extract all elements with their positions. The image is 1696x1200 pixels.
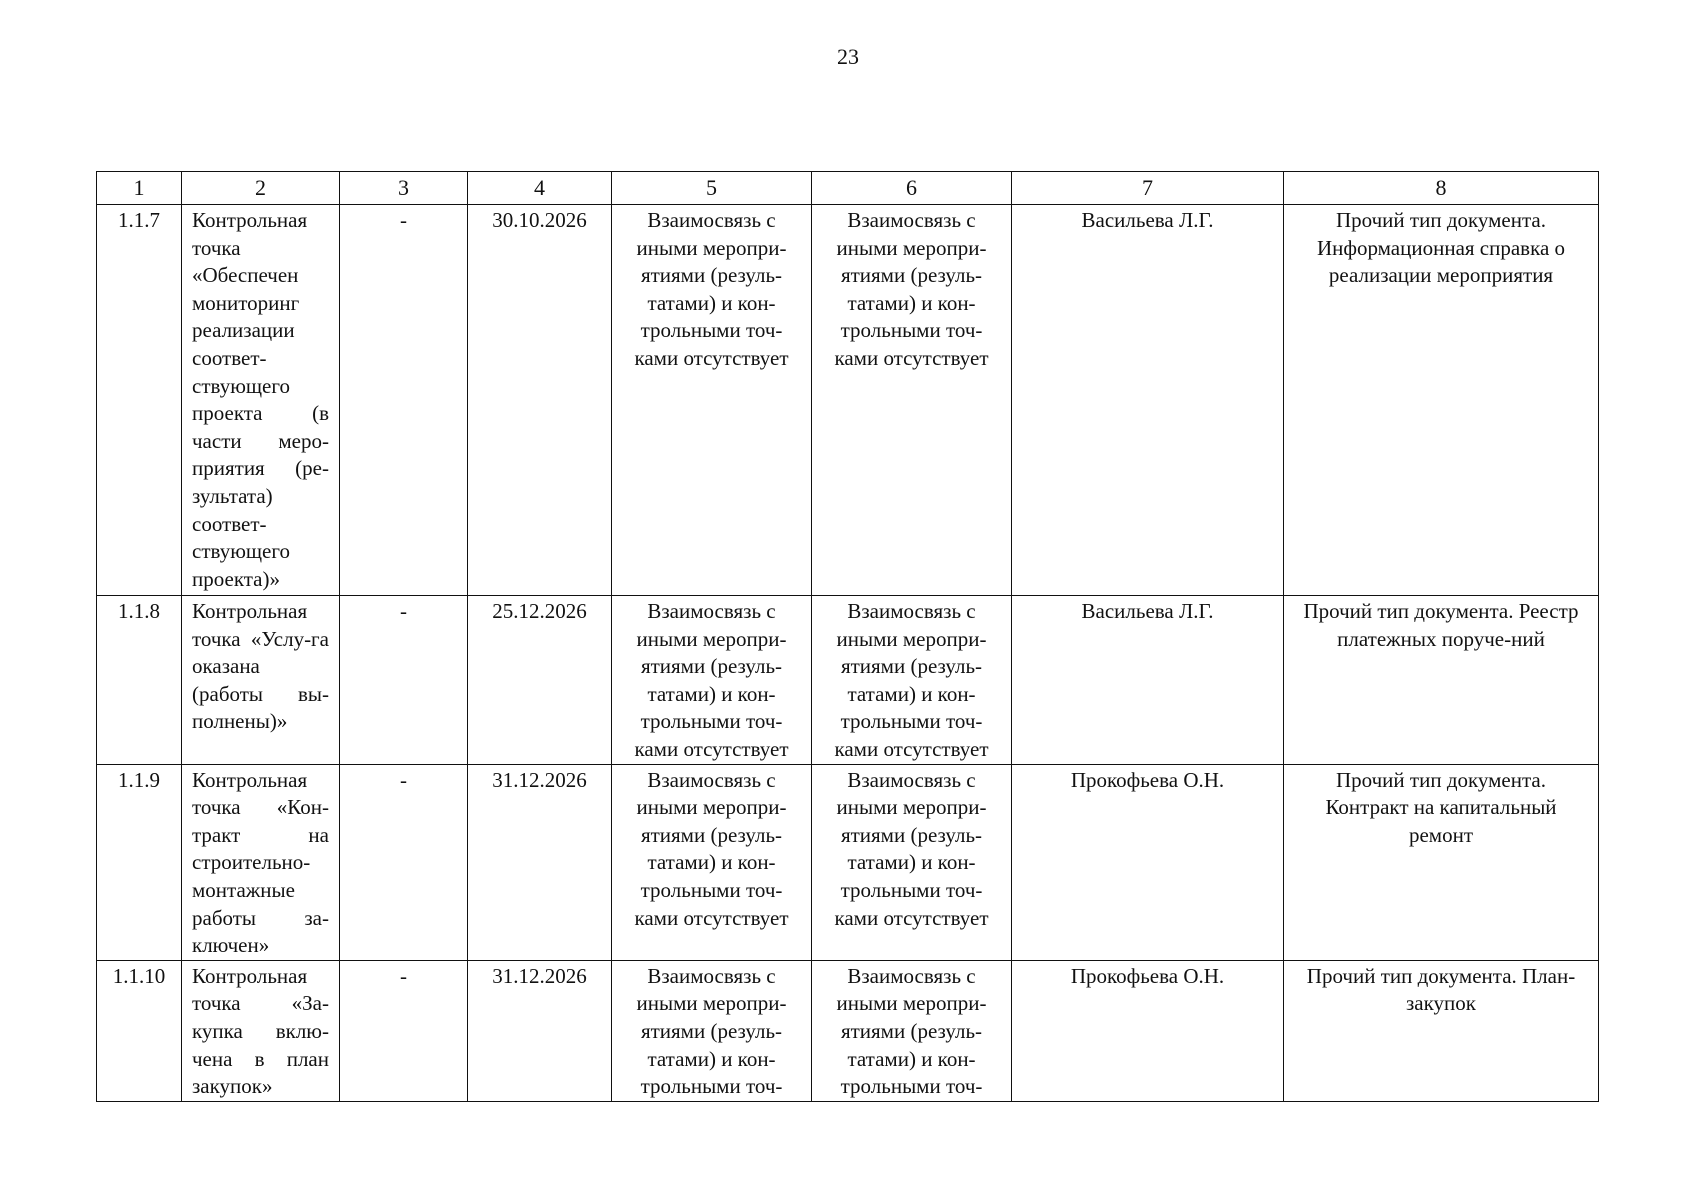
relationship-col5-text: Взаимосвязь с иными меропри-ятиями (резуль-татами) и кон-трольными точ-ками отсутствует — [634, 599, 789, 761]
col3-value — [340, 960, 468, 1101]
col3-value-text: - — [400, 963, 407, 988]
document-type — [1284, 764, 1599, 960]
due-date — [468, 960, 612, 1101]
row-number-text: 1.1.9 — [118, 767, 160, 792]
header-col-7: 7 — [1012, 172, 1284, 205]
responsible-person-text: Васильева Л.Г. — [1081, 599, 1214, 623]
table-row — [97, 205, 1599, 596]
header-col-1: 1 — [97, 172, 182, 205]
relationship-col6-text: Взаимосвязь с иными меропри-ятиями (резуль-татами) и кон-трольными точ-ками отсутствует — [834, 599, 989, 761]
relationship-col5 — [612, 764, 812, 960]
due-date-text: 25.12.2026 — [492, 599, 587, 623]
header-col-2: 2 — [182, 172, 340, 205]
document-type-text: Прочий тип документа. Информационная справка о реализации мероприятия — [1316, 208, 1566, 288]
control-point-name-text: Контрольная точка «Обеспечен мониторинг реализации соответ-ствующего проекта (в части меро-приятия (ре-зультата) соответ-ствующего проекта)» — [192, 208, 329, 591]
responsible-person-text: Прокофьева О.Н. — [1070, 963, 1225, 988]
due-date — [468, 764, 612, 960]
relationship-col5 — [612, 205, 812, 596]
relationship-col6 — [812, 960, 1012, 1101]
header-col-5: 5 — [612, 172, 812, 205]
header-col-3: 3 — [340, 172, 468, 205]
row-number-text: 1.1.10 — [112, 963, 166, 988]
control-point-name — [182, 764, 340, 960]
relationship-col6-text: Взаимосвязь с иными меропри-ятиями (резуль-татами) и кон-трольными точ-ками отсутствует — [834, 767, 989, 930]
col3-value — [340, 205, 468, 596]
document-type-text: Прочий тип документа. Контракт на капитальный ремонт — [1325, 767, 1557, 847]
relationship-col5 — [612, 960, 812, 1101]
row-number — [97, 960, 182, 1101]
table-header-row — [97, 172, 1599, 205]
relationship-col5 — [612, 596, 812, 765]
relationship-col5-text: Взаимосвязь с иными меропри-ятиями (резуль-татами) и кон-трольными точ-ками отсутствует — [634, 208, 789, 370]
control-point-name — [182, 596, 340, 765]
responsible-person — [1012, 596, 1284, 765]
due-date — [468, 596, 612, 765]
control-point-name-text: Контрольная точка «Кон-тракт на строительно-монтажные работы за-ключен» — [192, 767, 329, 958]
responsible-person-text: Васильева Л.Г. — [1081, 208, 1214, 232]
row-number — [97, 205, 182, 596]
responsible-person — [1012, 960, 1284, 1101]
relationship-col5-text: Взаимосвязь с иными меропри-ятиями (резуль-татами) и кон-трольными точ- — [636, 963, 787, 1099]
row-number-text: 1.1.8 — [118, 599, 160, 623]
responsible-person — [1012, 205, 1284, 596]
control-point-name-text: Контрольная точка «За-купка вклю-чена в план закупок» — [192, 963, 329, 1099]
header-col-4: 4 — [468, 172, 612, 205]
due-date-text: 31.12.2026 — [492, 963, 587, 988]
col3-value-text: - — [400, 599, 407, 623]
responsible-person — [1012, 764, 1284, 960]
control-point-name-text: Контрольная точка «Услу-га оказана (работы вы-полнены)» — [192, 599, 329, 734]
relationship-col6 — [812, 764, 1012, 960]
col3-value — [340, 596, 468, 765]
col3-value-text: - — [400, 767, 407, 792]
col3-value-text: - — [400, 208, 407, 232]
document-type-text: Прочий тип документа. План-закупок — [1306, 963, 1576, 1016]
row-number-text: 1.1.7 — [118, 208, 160, 232]
due-date-text: 30.10.2026 — [492, 208, 587, 232]
relationship-col5-text: Взаимосвязь с иными меропри-ятиями (резуль-татами) и кон-трольными точ-ками отсутствует — [634, 767, 789, 930]
header-col-6: 6 — [812, 172, 1012, 205]
relationship-col6 — [812, 596, 1012, 765]
relationship-col6-text: Взаимосвязь с иными меропри-ятиями (резуль-татами) и кон-трольными точ-ками отсутствует — [834, 208, 989, 370]
relationship-col6 — [812, 205, 1012, 596]
header-col-8: 8 — [1284, 172, 1599, 205]
control-point-name — [182, 960, 340, 1101]
document-type — [1284, 960, 1599, 1101]
relationship-col6-text: Взаимосвязь с иными меропри-ятиями (резуль-татами) и кон-трольными точ- — [836, 963, 987, 1099]
table-row — [97, 764, 1599, 960]
due-date — [468, 205, 612, 596]
page-number: 23 — [837, 44, 859, 69]
document-type — [1284, 205, 1599, 596]
table-row — [97, 596, 1599, 765]
responsible-person-text: Прокофьева О.Н. — [1070, 767, 1225, 792]
row-number — [97, 596, 182, 765]
control-points-table — [96, 171, 1599, 1102]
row-number — [97, 764, 182, 960]
due-date-text: 31.12.2026 — [492, 767, 587, 792]
table-row — [97, 960, 1599, 1101]
control-point-name — [182, 205, 340, 596]
document-type-text: Прочий тип документа. Реестр платежных поруче-ний — [1303, 599, 1579, 651]
document-type — [1284, 596, 1599, 765]
col3-value — [340, 764, 468, 960]
